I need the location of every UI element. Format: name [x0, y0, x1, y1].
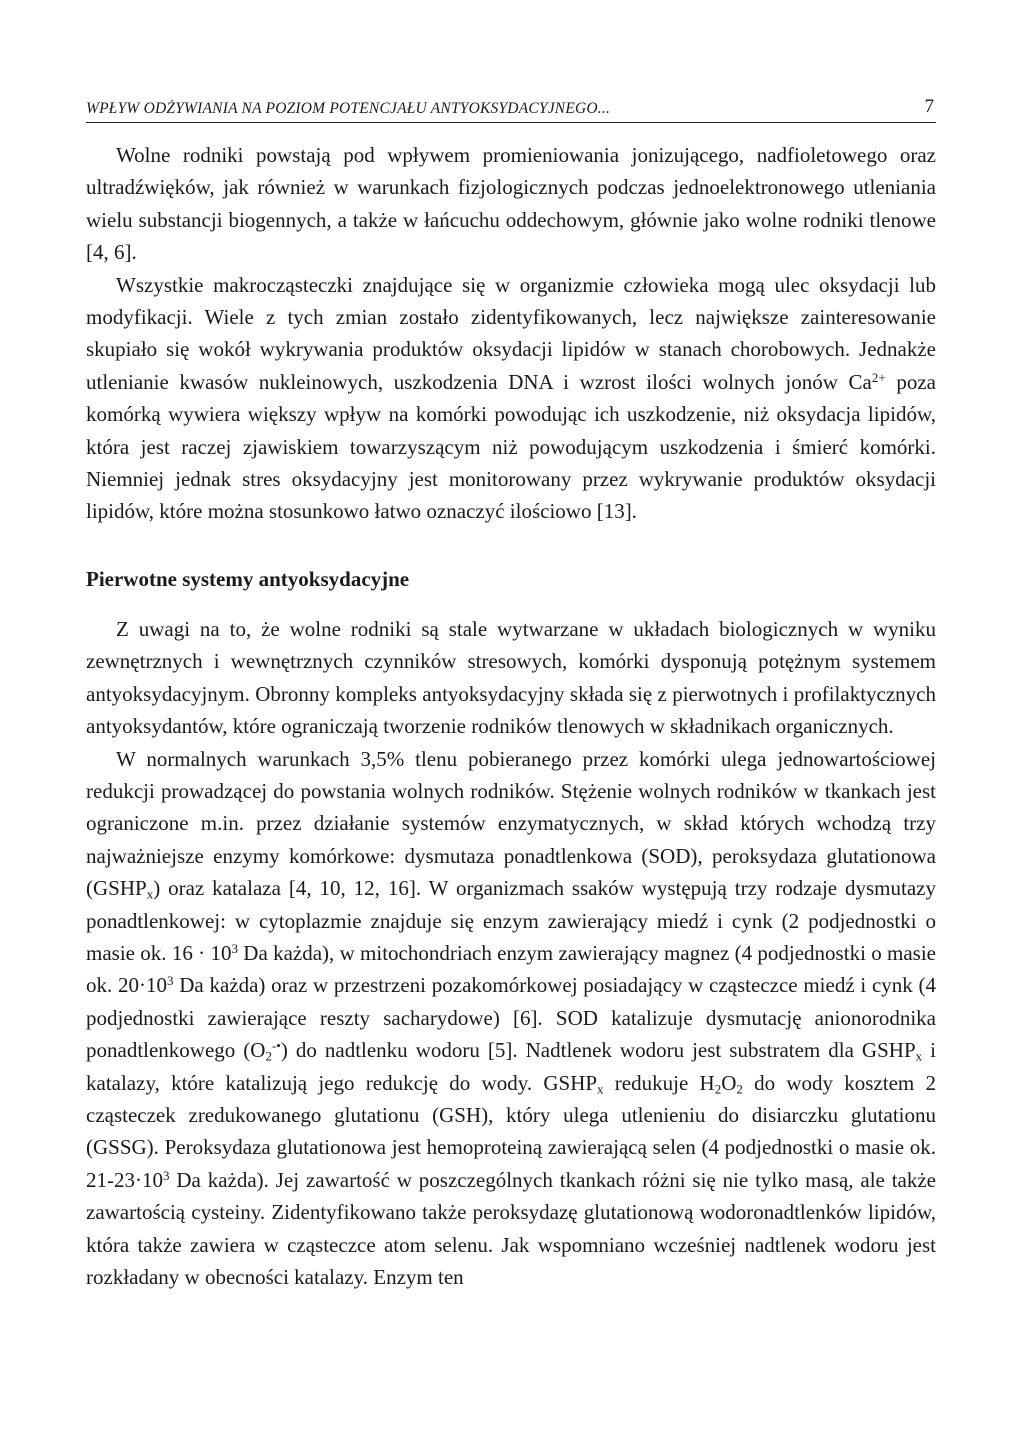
running-header — [86, 96, 936, 123]
page-number: 7 — [924, 96, 934, 117]
paragraph-primary-systems: Z uwagi na to, że wolne rodniki są stale wytwarzane w układach biologicznych w wyniku zewnętrznych i wewnętrznych czynników stresowych, komórki dysponują potężnym systemem antyoksydacyjnym. Obronny kompleks antyoksydacyjny składa się z pierwotnych i profilaktycznych antyoksydantów, które ograniczają tworzenie rodników tlenowych w składnikach organicznych. — [86, 616, 936, 739]
paragraph-macromolecules: Wszystkie makrocząsteczki znajdujące się w organizmie człowieka mogą ulec oksydacji lub modyfikacji. Wiele z tych zmian zostało zidentyfikowanych, lecz największe zainteresowanie skupiało się wokół wykrywania produktów oksydacji lipidów w stanach chorobowych. Jednakże utlenianie kwasów nukleinowych, uszkodzenia DNA i wzrost ilości wolnych jonów $Ca^{2+}$ poza komórką wywiera większy wpływ na komórki powodując ich uszkodzenie, niż oksydacja lipidów, która jest raczej zjawiskiem towarzyszącym niż powodującym uszkodzenia i śmierć komórki. Niemniej jednak stres oksydacyjny jest monitorowany przez wykrywanie produktów oksydacji lipidów, które można stosunkowo łatwo oznaczyć ilościowo [13]. — [86, 272, 936, 524]
section-heading: Pierwotne systemy antyoksydacyjne — [86, 566, 410, 591]
paragraph-enzymes: W normalnych warunkach 3,5% tlenu pobieranego przez komórki ulega jednowartościowej redukcji prowadzącej do powstania wolnych rodników. Stężenie wolnych rodników w tkankach jest ograniczone m.in. przez działanie systemów enzymatycznych, w skład których wchodzą trzy najważniejsze enzymy komórkowe: dysmutaza ponadtlenkowa (SOD), peroksydaza glutationowa $(GSHP_x)$ oraz katalaza [4, 10, 12, 16]. W organizmach ssaków występują trzy rodzaje dysmutazy ponadtlenkowej: w cytoplazmie znajduje się enzym zawierający miedź i cynk (2 podjednostki o masie ok. $16 \cdot 10^3$ Da każda), w mitochondriach enzym zawierający magnez (4 podjednostki o masie ok. $20\cdot 10^3$ Da każda) oraz w przestrzeni pozakomórkowej posiadający w cząsteczce miedź i cynk (4 podjednostki zawierające reszty sacharydowe) [6]. SOD katalizuje dysmutację anionorodnika ponadtlenkowego $(O_2^{-•})$ do nadtlenku wodoru [5]. Nadtlenek wodoru jest substratem dla $GSHP_x$ i katalazy, które katalizują jego redukcję do wody. $GSHP_x$ redukuje $H_2O_2$ do wody kosztem 2 cząsteczek zredukowanego glutationu (GSH), który ulega utlenieniu do disiarczku glutationu (GSSG). Peroksydaza glutationowa jest hemoproteiną zawierającą selen (4 podjednostki o masie ok. $21-23\cdot 10^3$ Da każda). Jej zawartość w poszczególnych tkankach różni się nie tylko masą, ale także zawartością cysteiny. Zidentyfikowano także peroksydazę glutationową wodoronadtlenków lipidów, która także zawiera w cząsteczce atom selenu. Jak wspomniano wcześniej nadtlenek wodoru jest rozkładany w obecności katalazy. Enzym ten — [86, 746, 937, 1289]
paragraph-free-radicals: Wolne rodniki powstają pod wpływem promieniowania jonizującego, nadfioletowego oraz ultradźwięków, jak również w warunkach fizjologicznych podczas jednoelektronowego utleniania wielu substancji biogennych, a także w łańcuchu oddechowym, głównie jako wolne rodniki tlenowe [4, 6]. — [86, 143, 936, 265]
page — [86, 96, 936, 1293]
running-title: WPŁYW ODŻYWIANIA NA POZIOM POTENCJAŁU ANTYOKSYDACYJNEGO... — [86, 100, 611, 117]
